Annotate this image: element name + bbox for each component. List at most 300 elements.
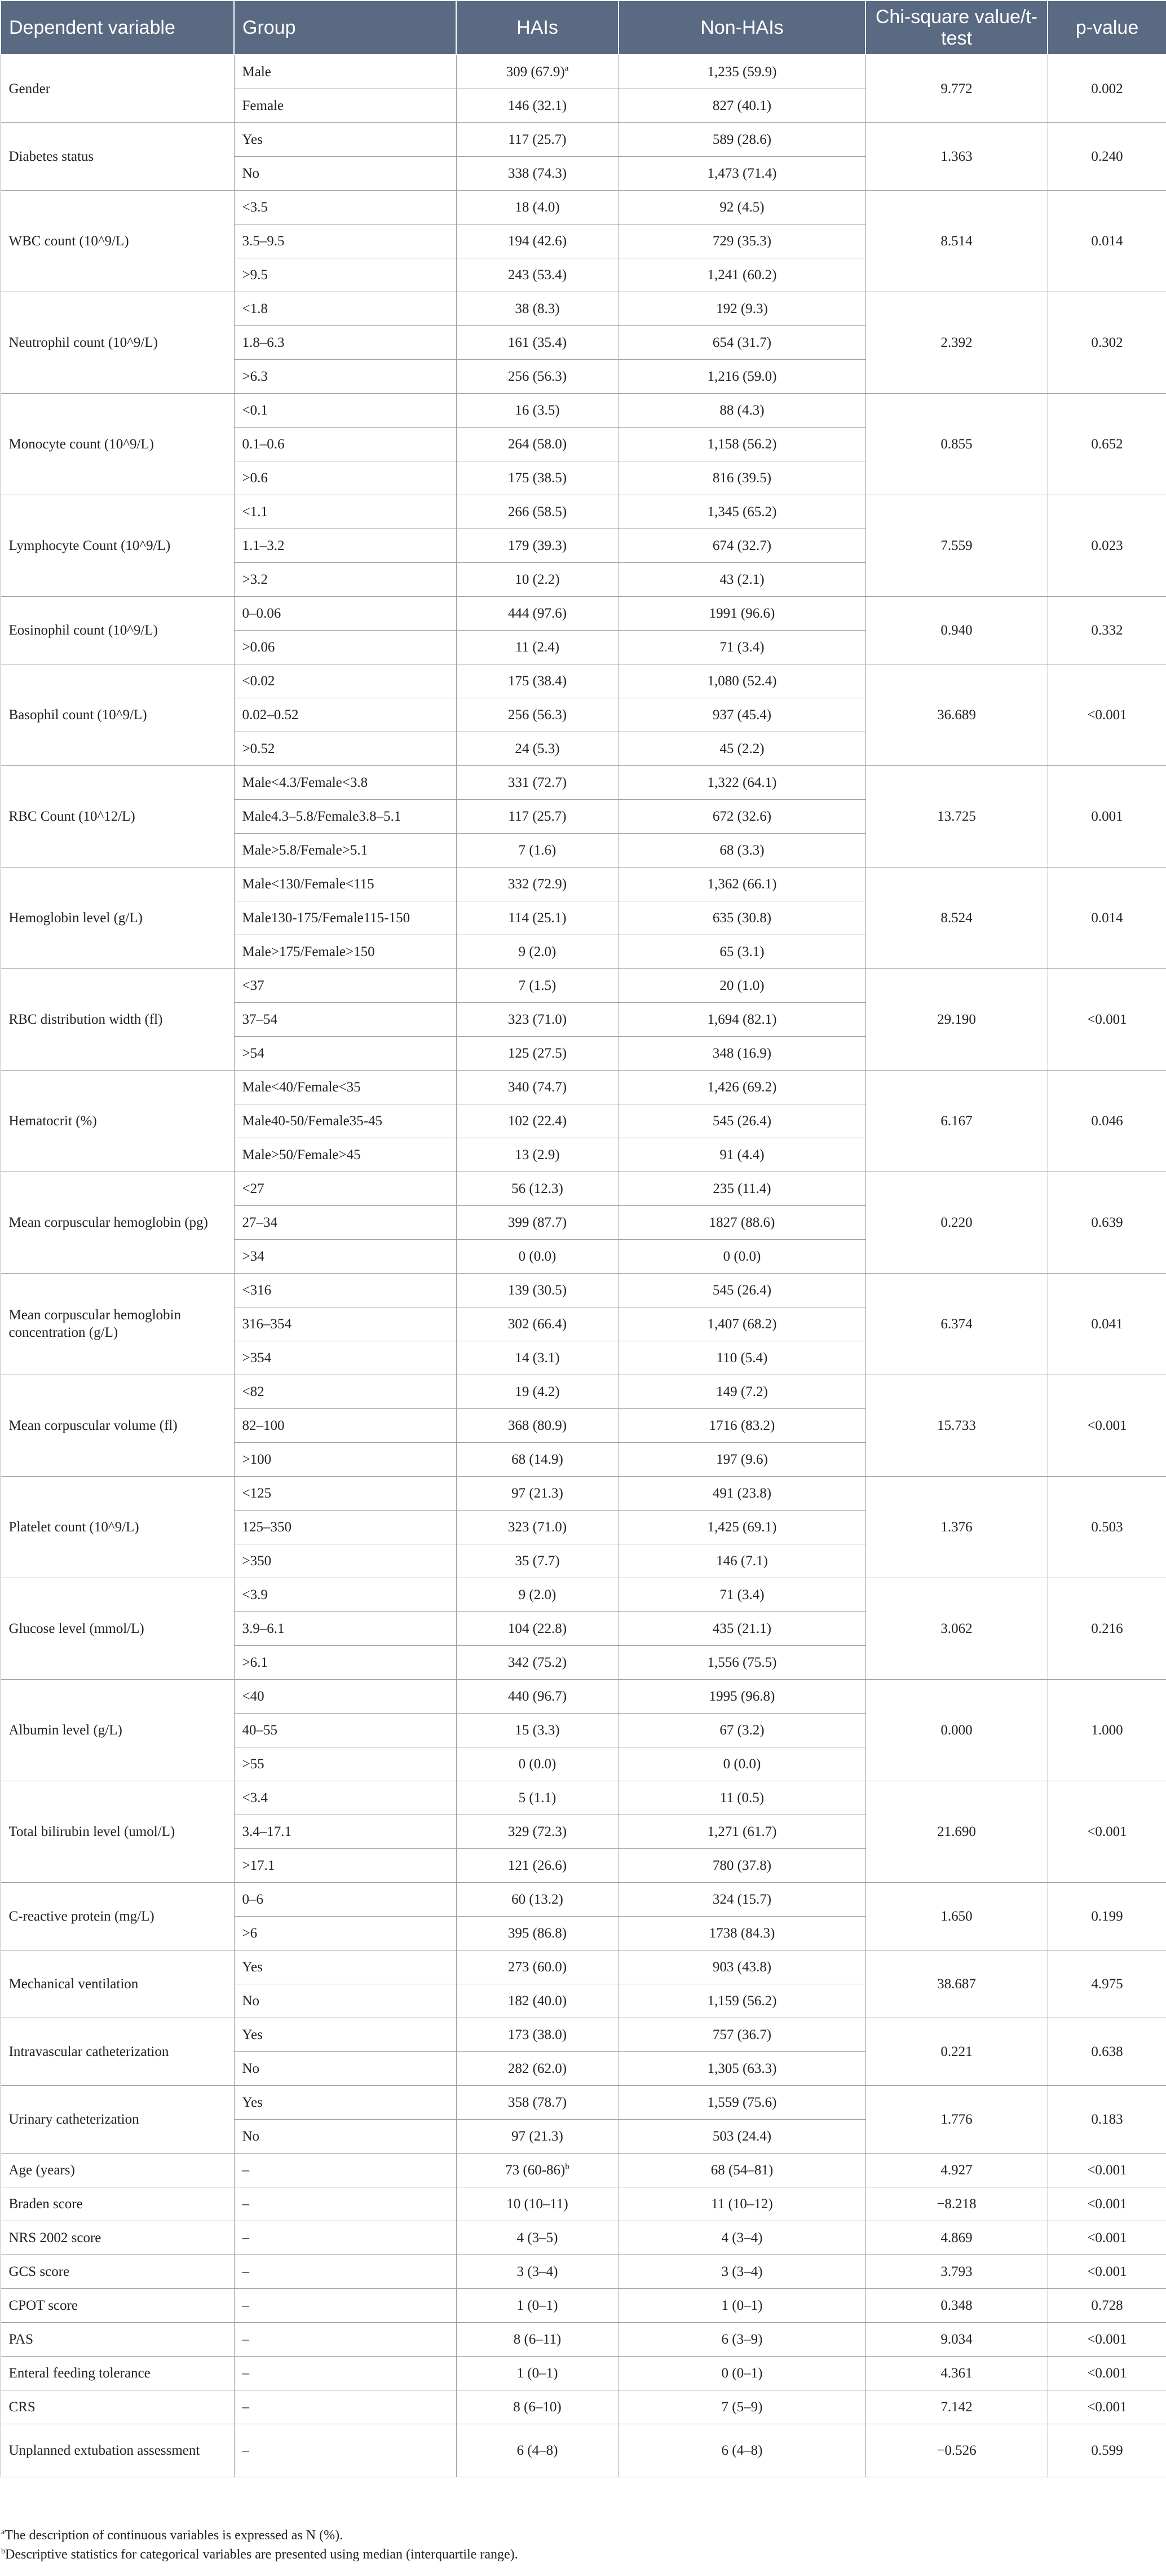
statistic-cell: 38.687 xyxy=(865,1950,1048,2018)
group-cell: >0.6 xyxy=(234,461,456,495)
group-cell: 316–354 xyxy=(234,1307,456,1341)
group-cell: 0.1–0.6 xyxy=(234,427,456,461)
hais-value: 264 (58.0) xyxy=(507,436,567,452)
group-cell: <316 xyxy=(234,1273,456,1307)
statistic-cell: 4.927 xyxy=(865,2153,1048,2187)
hais-cell xyxy=(456,2288,619,2322)
hais-value: 11 (2.4) xyxy=(515,639,560,655)
hais-value: 161 (35.4) xyxy=(507,334,567,350)
p-value-cell: 0.503 xyxy=(1048,1476,1166,1578)
hais-cell xyxy=(456,1070,619,1104)
statistic-cell: 0.855 xyxy=(865,393,1048,495)
table-row xyxy=(1,2356,1166,2390)
p-value-cell: 0.599 xyxy=(1048,2424,1166,2477)
non-hais-cell: 110 (5.4) xyxy=(619,1341,865,1375)
p-value-cell: <0.001 xyxy=(1048,2187,1166,2221)
hais-cell xyxy=(456,1781,619,1815)
group-cell: <125 xyxy=(234,1476,456,1510)
non-hais-cell: 827 (40.1) xyxy=(619,89,865,122)
group-cell: – xyxy=(234,2322,456,2356)
group-cell: >354 xyxy=(234,1341,456,1375)
header-group: Group xyxy=(234,1,456,55)
hais-cell xyxy=(456,359,619,393)
hais-value: 10 (10–11) xyxy=(506,2196,568,2212)
hais-value: 4 (3–5) xyxy=(516,2230,558,2245)
hais-cell xyxy=(456,1645,619,1679)
group-cell: <37 xyxy=(234,968,456,1002)
variable-cell: Braden score xyxy=(1,2187,234,2221)
hais-cell xyxy=(456,1950,619,1984)
hais-value: 121 (26.6) xyxy=(507,1857,567,1873)
group-cell: >6.3 xyxy=(234,359,456,393)
non-hais-cell: 1827 (88.6) xyxy=(619,1205,865,1239)
p-value-cell: 4.975 xyxy=(1048,1950,1166,2018)
hais-value: 8 (6–10) xyxy=(513,2399,562,2415)
statistic-cell: 0.940 xyxy=(865,596,1048,664)
variable-cell: Mechanical ventilation xyxy=(1,1950,234,2018)
non-hais-cell: 92 (4.5) xyxy=(619,190,865,224)
table-row xyxy=(1,292,1166,325)
variable-cell: Glucose level (mmol/L) xyxy=(1,1578,234,1679)
non-hais-cell: 1,158 (56.2) xyxy=(619,427,865,461)
hais-value: 35 (7.7) xyxy=(515,1553,560,1569)
hais-cell xyxy=(456,1138,619,1172)
group-cell: <1.1 xyxy=(234,495,456,529)
non-hais-cell: 20 (1.0) xyxy=(619,968,865,1002)
p-value-cell: 0.302 xyxy=(1048,292,1166,393)
non-hais-cell: 65 (3.1) xyxy=(619,935,865,968)
non-hais-cell: 729 (35.3) xyxy=(619,224,865,258)
variable-cell: Gender xyxy=(1,55,234,122)
hais-cell xyxy=(456,122,619,156)
variable-cell: Lymphocyte Count (10^9/L) xyxy=(1,495,234,596)
hais-value: 332 (72.9) xyxy=(507,876,567,892)
table-row xyxy=(1,1273,1166,1307)
table-row xyxy=(1,2390,1166,2424)
table-row xyxy=(1,1578,1166,1611)
hais-value: 175 (38.4) xyxy=(507,673,567,689)
group-cell: 82–100 xyxy=(234,1408,456,1442)
p-value-cell: <0.001 xyxy=(1048,2221,1166,2254)
hais-value: 38 (8.3) xyxy=(515,301,560,316)
statistic-cell: 6.167 xyxy=(865,1070,1048,1172)
non-hais-cell: 1,235 (59.9) xyxy=(619,55,865,89)
hais-value: 139 (30.5) xyxy=(507,1282,567,1298)
table-row xyxy=(1,393,1166,427)
table-row xyxy=(1,2288,1166,2322)
group-cell: 0–0.06 xyxy=(234,596,456,630)
variable-cell: Age (years) xyxy=(1,2153,234,2187)
group-cell: >55 xyxy=(234,1747,456,1781)
hais-cell xyxy=(456,1544,619,1578)
hais-cell xyxy=(456,1578,619,1611)
hais-cell xyxy=(456,1611,619,1645)
p-value-cell: <0.001 xyxy=(1048,1375,1166,1476)
non-hais-cell: 71 (3.4) xyxy=(619,630,865,664)
hais-value: 266 (58.5) xyxy=(507,504,567,519)
variable-cell: Diabetes status xyxy=(1,122,234,190)
hais-value: 444 (97.6) xyxy=(507,605,567,621)
non-hais-cell: 68 (3.3) xyxy=(619,833,865,867)
hais-cell xyxy=(456,427,619,461)
hais-value: 3 (3–4) xyxy=(516,2264,558,2279)
variable-cell: Hemoglobin level (g/L) xyxy=(1,867,234,968)
variable-cell: Albumin level (g/L) xyxy=(1,1679,234,1781)
p-value-cell: 0.002 xyxy=(1048,55,1166,122)
statistic-cell: 1.376 xyxy=(865,1476,1048,1578)
header-test-statistic: Chi-square value/t-test xyxy=(865,1,1048,55)
hais-cell xyxy=(456,765,619,799)
non-hais-cell: 1,322 (64.1) xyxy=(619,765,865,799)
hais-value: 329 (72.3) xyxy=(507,1824,567,1839)
variable-cell: Basophil count (10^9/L) xyxy=(1,664,234,765)
non-hais-cell: 1738 (84.3) xyxy=(619,1916,865,1950)
hais-value: 256 (56.3) xyxy=(507,368,567,384)
hais-cell xyxy=(456,2390,619,2424)
p-value-cell: <0.001 xyxy=(1048,2153,1166,2187)
header-row xyxy=(1,1,1166,55)
variable-cell: Eosinophil count (10^9/L) xyxy=(1,596,234,664)
variable-cell: C-reactive protein (mg/L) xyxy=(1,1882,234,1950)
p-value-cell: 0.014 xyxy=(1048,867,1166,968)
hais-cell xyxy=(456,901,619,935)
table-row xyxy=(1,2018,1166,2051)
table-row xyxy=(1,2153,1166,2187)
hais-value: 368 (80.9) xyxy=(507,1417,567,1433)
non-hais-cell: 672 (32.6) xyxy=(619,799,865,833)
hais-cell xyxy=(456,1510,619,1544)
non-hais-cell: 937 (45.4) xyxy=(619,698,865,732)
p-value-cell: 1.000 xyxy=(1048,1679,1166,1781)
group-cell: <82 xyxy=(234,1375,456,1408)
hais-cell xyxy=(456,1273,619,1307)
table-row xyxy=(1,664,1166,698)
hais-value: 243 (53.4) xyxy=(507,267,567,283)
p-value-cell: 0.728 xyxy=(1048,2288,1166,2322)
hais-cell xyxy=(456,224,619,258)
group-cell: >17.1 xyxy=(234,1848,456,1882)
hais-cell xyxy=(456,461,619,495)
p-value-cell: 0.014 xyxy=(1048,190,1166,292)
hais-cell xyxy=(456,529,619,562)
hais-value: 16 (3.5) xyxy=(515,402,560,418)
hais-value: 146 (32.1) xyxy=(507,98,567,113)
non-hais-cell: 348 (16.9) xyxy=(619,1036,865,1070)
hais-value: 6 (4–8) xyxy=(516,2442,558,2458)
table-row xyxy=(1,1781,1166,1815)
p-value-cell: 0.652 xyxy=(1048,393,1166,495)
group-cell: – xyxy=(234,2254,456,2288)
non-hais-cell: 45 (2.2) xyxy=(619,732,865,765)
hais-cell xyxy=(456,89,619,122)
header-p-value: p-value xyxy=(1048,1,1166,55)
hais-value: 125 (27.5) xyxy=(507,1045,567,1061)
variable-cell: CRS xyxy=(1,2390,234,2424)
hais-cell xyxy=(456,1172,619,1205)
group-cell: >6 xyxy=(234,1916,456,1950)
non-hais-cell: 1,241 (60.2) xyxy=(619,258,865,292)
hais-cell xyxy=(456,1476,619,1510)
table-row xyxy=(1,1375,1166,1408)
group-cell: Yes xyxy=(234,2085,456,2119)
footnote-marker: a xyxy=(564,64,569,73)
hais-value: 340 (74.7) xyxy=(507,1079,567,1095)
hais-cell xyxy=(456,799,619,833)
non-hais-cell: 1,080 (52.4) xyxy=(619,664,865,698)
non-hais-cell: 192 (9.3) xyxy=(619,292,865,325)
non-hais-cell: 7 (5–9) xyxy=(619,2390,865,2424)
variable-cell: Hematocrit (%) xyxy=(1,1070,234,1172)
hais-cell xyxy=(456,833,619,867)
hais-cell xyxy=(456,935,619,968)
table-row xyxy=(1,2187,1166,2221)
variable-cell: Total bilirubin level (umol/L) xyxy=(1,1781,234,1882)
table-row xyxy=(1,1476,1166,1510)
table-row xyxy=(1,596,1166,630)
non-hais-cell: 654 (31.7) xyxy=(619,325,865,359)
hais-cell xyxy=(456,2187,619,2221)
statistic-cell: −8.218 xyxy=(865,2187,1048,2221)
non-hais-cell: 146 (7.1) xyxy=(619,1544,865,1578)
table-row xyxy=(1,2085,1166,2119)
group-cell: <3.4 xyxy=(234,1781,456,1815)
group-cell: Yes xyxy=(234,122,456,156)
hais-value: 309 (67.9) xyxy=(506,64,565,80)
hais-cell xyxy=(456,698,619,732)
non-hais-cell: 0 (0.0) xyxy=(619,1747,865,1781)
statistic-cell: 3.062 xyxy=(865,1578,1048,1679)
non-hais-cell: 91 (4.4) xyxy=(619,1138,865,1172)
hais-value: 73 (60-86) xyxy=(505,2162,566,2178)
non-hais-cell: 780 (37.8) xyxy=(619,1848,865,1882)
group-cell: >9.5 xyxy=(234,258,456,292)
hais-cell xyxy=(456,867,619,901)
header-dependent-variable: Dependent variable xyxy=(1,1,234,55)
statistic-cell: 1.363 xyxy=(865,122,1048,190)
statistic-cell: 8.514 xyxy=(865,190,1048,292)
hais-cell xyxy=(456,630,619,664)
variable-cell: WBC count (10^9/L) xyxy=(1,190,234,292)
group-cell: – xyxy=(234,2424,456,2477)
table-row xyxy=(1,2254,1166,2288)
group-cell: 3.4–17.1 xyxy=(234,1815,456,1848)
hais-value: 440 (96.7) xyxy=(507,1688,567,1704)
hais-cell xyxy=(456,1984,619,2018)
group-cell: No xyxy=(234,2051,456,2085)
hais-value: 358 (78.7) xyxy=(507,2094,567,2110)
hais-cell xyxy=(456,1916,619,1950)
table-row xyxy=(1,2424,1166,2477)
hais-value: 256 (56.3) xyxy=(507,707,567,723)
group-cell: No xyxy=(234,1984,456,2018)
statistic-cell: 4.869 xyxy=(865,2221,1048,2254)
hais-value: 7 (1.5) xyxy=(518,977,556,993)
non-hais-cell: 503 (24.4) xyxy=(619,2119,865,2153)
non-hais-cell: 88 (4.3) xyxy=(619,393,865,427)
hais-cell xyxy=(456,156,619,190)
p-value-cell: <0.001 xyxy=(1048,2322,1166,2356)
hais-value: 302 (66.4) xyxy=(507,1316,567,1332)
hais-value: 10 (2.2) xyxy=(515,571,560,587)
non-hais-cell: 68 (54–81) xyxy=(619,2153,865,2187)
hais-cell xyxy=(456,2254,619,2288)
table-row xyxy=(1,765,1166,799)
p-value-cell: 0.041 xyxy=(1048,1273,1166,1375)
header-hais: HAIs xyxy=(456,1,619,55)
non-hais-cell: 71 (3.4) xyxy=(619,1578,865,1611)
hais-value: 24 (5.3) xyxy=(515,741,560,756)
hais-value: 338 (74.3) xyxy=(507,165,567,181)
variable-cell: RBC Count (10^12/L) xyxy=(1,765,234,867)
group-cell: Male4.3–5.8/Female3.8–5.1 xyxy=(234,799,456,833)
group-cell: – xyxy=(234,2187,456,2221)
statistic-cell: −0.526 xyxy=(865,2424,1048,2477)
hais-value: 1 (0–1) xyxy=(516,2365,558,2381)
non-hais-cell: 635 (30.8) xyxy=(619,901,865,935)
statistic-cell: 0.000 xyxy=(865,1679,1048,1781)
variable-cell: Mean corpuscular hemoglobin (pg) xyxy=(1,1172,234,1273)
statistic-cell: 0.220 xyxy=(865,1172,1048,1273)
hais-value: 194 (42.6) xyxy=(507,233,567,249)
hais-cell xyxy=(456,1442,619,1476)
header-non-hais: Non-HAIs xyxy=(619,1,865,55)
hais-cell xyxy=(456,1747,619,1781)
p-value-cell: 0.001 xyxy=(1048,765,1166,867)
variable-cell: Mean corpuscular volume (fl) xyxy=(1,1375,234,1476)
hais-value: 342 (75.2) xyxy=(507,1654,567,1670)
p-value-cell: 0.240 xyxy=(1048,122,1166,190)
group-cell: Yes xyxy=(234,2018,456,2051)
group-cell: <3.5 xyxy=(234,190,456,224)
table-row xyxy=(1,495,1166,529)
hais-cell xyxy=(456,1882,619,1916)
non-hais-cell: 903 (43.8) xyxy=(619,1950,865,1984)
hais-cell xyxy=(456,495,619,529)
table-row xyxy=(1,122,1166,156)
group-cell: Male>50/Female>45 xyxy=(234,1138,456,1172)
group-cell: <27 xyxy=(234,1172,456,1205)
non-hais-cell: 0 (0.0) xyxy=(619,1239,865,1273)
hais-value: 19 (4.2) xyxy=(515,1384,560,1399)
group-cell: <40 xyxy=(234,1679,456,1713)
group-cell: >0.06 xyxy=(234,630,456,664)
non-hais-cell: 1991 (96.6) xyxy=(619,596,865,630)
group-cell: 0–6 xyxy=(234,1882,456,1916)
hais-value: 1 (0–1) xyxy=(516,2297,558,2313)
non-hais-cell: 3 (3–4) xyxy=(619,2254,865,2288)
variable-cell: GCS score xyxy=(1,2254,234,2288)
non-hais-cell: 1716 (83.2) xyxy=(619,1408,865,1442)
p-value-cell: <0.001 xyxy=(1048,664,1166,765)
hais-cell xyxy=(456,258,619,292)
non-hais-cell: 589 (28.6) xyxy=(619,122,865,156)
group-cell: <0.1 xyxy=(234,393,456,427)
p-value-cell: <0.001 xyxy=(1048,968,1166,1070)
group-cell: – xyxy=(234,2356,456,2390)
hais-cell xyxy=(456,1307,619,1341)
hais-cell xyxy=(456,2322,619,2356)
group-cell: >3.2 xyxy=(234,562,456,596)
non-hais-cell: 149 (7.2) xyxy=(619,1375,865,1408)
hais-value: 273 (60.0) xyxy=(507,1959,567,1975)
hais-cell xyxy=(456,393,619,427)
non-hais-cell: 1,426 (69.2) xyxy=(619,1070,865,1104)
statistic-cell: 8.524 xyxy=(865,867,1048,968)
hais-value: 8 (6–11) xyxy=(513,2331,562,2347)
group-cell: – xyxy=(234,2390,456,2424)
non-hais-cell: 43 (2.1) xyxy=(619,562,865,596)
group-cell: 37–54 xyxy=(234,1002,456,1036)
p-value-cell: 0.183 xyxy=(1048,2085,1166,2153)
non-hais-cell: 757 (36.7) xyxy=(619,2018,865,2051)
non-hais-cell: 1,694 (82.1) xyxy=(619,1002,865,1036)
hais-value: 14 (3.1) xyxy=(515,1350,560,1366)
non-hais-cell: 491 (23.8) xyxy=(619,1476,865,1510)
non-hais-cell: 67 (3.2) xyxy=(619,1713,865,1747)
hais-cell xyxy=(456,2356,619,2390)
group-cell: Male>5.8/Female>5.1 xyxy=(234,833,456,867)
group-cell: 125–350 xyxy=(234,1510,456,1544)
hais-value: 18 (4.0) xyxy=(515,199,560,215)
group-cell: Male xyxy=(234,55,456,89)
statistic-cell: 36.689 xyxy=(865,664,1048,765)
statistic-cell: 29.190 xyxy=(865,968,1048,1070)
group-cell: 40–55 xyxy=(234,1713,456,1747)
p-value-cell: 0.023 xyxy=(1048,495,1166,596)
variable-cell: Urinary catheterization xyxy=(1,2085,234,2153)
p-value-cell: <0.001 xyxy=(1048,1781,1166,1882)
hais-value: 56 (12.3) xyxy=(511,1181,563,1196)
group-cell: – xyxy=(234,2153,456,2187)
statistic-cell: 1.776 xyxy=(865,2085,1048,2153)
hais-value: 15 (3.3) xyxy=(515,1722,560,1738)
non-hais-cell: 6 (3–9) xyxy=(619,2322,865,2356)
statistic-cell: 9.034 xyxy=(865,2322,1048,2356)
group-cell: Male40-50/Female35-45 xyxy=(234,1104,456,1138)
hais-cell xyxy=(456,1205,619,1239)
non-hais-cell: 4 (3–4) xyxy=(619,2221,865,2254)
p-value-cell: 0.639 xyxy=(1048,1172,1166,1273)
variable-cell: Monocyte count (10^9/L) xyxy=(1,393,234,495)
statistic-cell: 2.392 xyxy=(865,292,1048,393)
hais-cell xyxy=(456,325,619,359)
group-cell: Yes xyxy=(234,1950,456,1984)
variable-cell: Neutrophil count (10^9/L) xyxy=(1,292,234,393)
hais-cell xyxy=(456,2085,619,2119)
p-value-cell: 0.638 xyxy=(1048,2018,1166,2085)
variable-cell: Mean corpuscular hemoglobin concentration (g/L) xyxy=(1,1273,234,1375)
statistic-cell: 1.650 xyxy=(865,1882,1048,1950)
non-hais-cell: 435 (21.1) xyxy=(619,1611,865,1645)
group-cell: <1.8 xyxy=(234,292,456,325)
table-row xyxy=(1,1070,1166,1104)
hais-value: 0 (0.0) xyxy=(518,1756,556,1772)
group-cell: – xyxy=(234,2221,456,2254)
hais-value: 5 (1.1) xyxy=(518,1790,556,1806)
hais-value: 60 (13.2) xyxy=(511,1891,563,1907)
statistic-cell: 21.690 xyxy=(865,1781,1048,1882)
group-cell: 1.1–3.2 xyxy=(234,529,456,562)
non-hais-cell: 1,425 (69.1) xyxy=(619,1510,865,1544)
group-cell: <3.9 xyxy=(234,1578,456,1611)
table-row xyxy=(1,867,1166,901)
hais-value: 97 (21.3) xyxy=(511,1485,563,1501)
p-value-cell: 0.199 xyxy=(1048,1882,1166,1950)
non-hais-cell: 1,345 (65.2) xyxy=(619,495,865,529)
table-row xyxy=(1,190,1166,224)
non-hais-cell: 197 (9.6) xyxy=(619,1442,865,1476)
variable-cell: RBC distribution width (fl) xyxy=(1,968,234,1070)
